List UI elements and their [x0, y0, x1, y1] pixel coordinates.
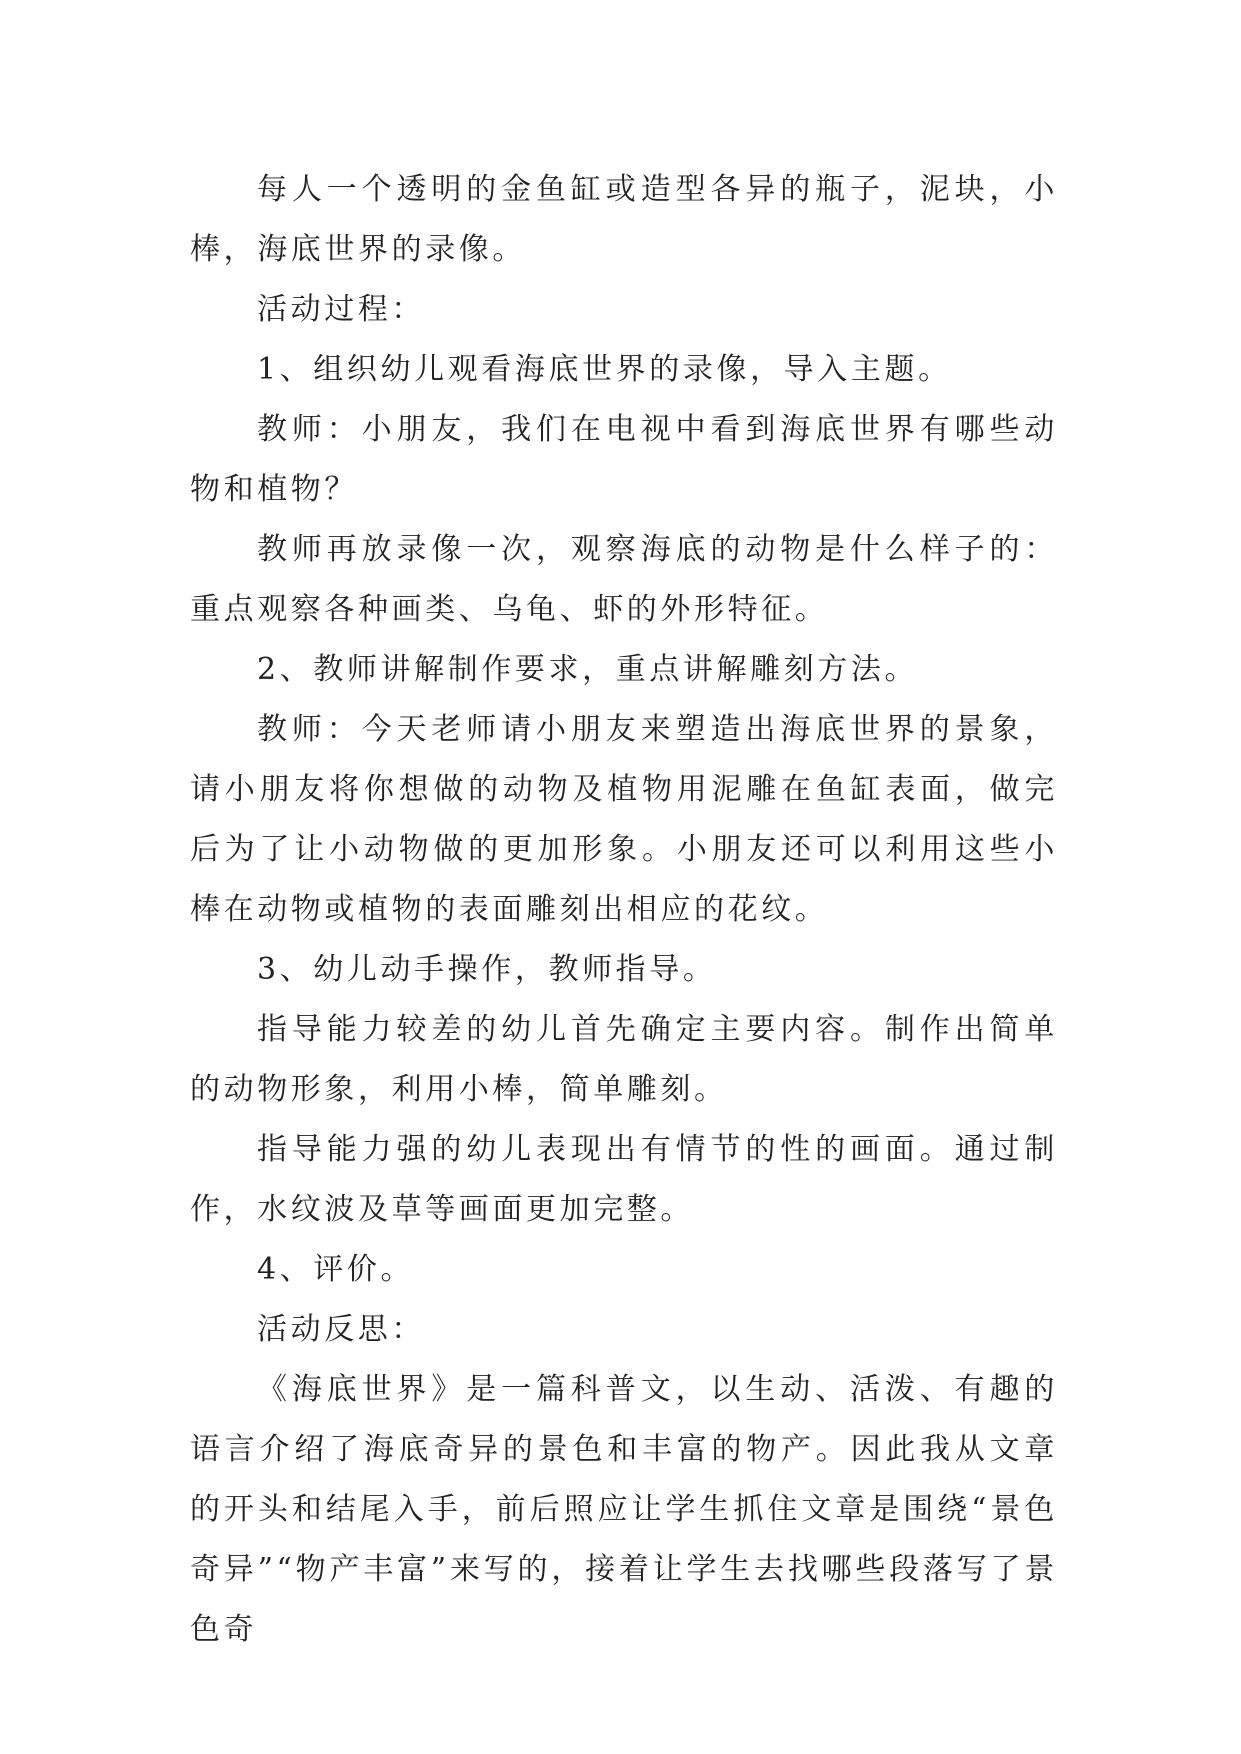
document-page	[190, 160, 1058, 1660]
heading-activity-process: 活动过程：	[257, 292, 425, 327]
paragraph-guide-strong: 指导能力强的幼儿表现出有情节的性的画面。通过制作，水纹波及草等画面更加完整。	[190, 1132, 1058, 1227]
paragraph-guide-weak: 指导能力较差的幼儿首先确定主要内容。制作出简单的动物形象，利用小棒，简单雕刻。	[190, 1012, 1058, 1107]
paragraph-step-3: 3、幼儿动手操作，教师指导。	[257, 952, 717, 987]
paragraph-materials: 每人一个透明的金鱼缸或造型各异的瓶子，泥块，小棒，海底世界的录像。	[190, 172, 1058, 267]
paragraph-step-1: 1、组织幼儿观看海底世界的录像，导入主题。	[257, 352, 952, 387]
paragraph-replay-video: 教师再放录像一次，观察海底的动物是什么样子的：重点观察各种画类、乌龟、虾的外形特征。	[190, 532, 1058, 627]
paragraph-step-2: 2、教师讲解制作要求，重点讲解雕刻方法。	[257, 652, 919, 687]
paragraph-reflection: 《海底世界》是一篇科普文，以生动、活泼、有趣的语言介绍了海底奇异的景色和丰富的物产。因此我从文章的开头和结尾入手，前后照应让学生抓住文章是围绕“景色奇异”“物产丰富”来写的，接着让学生去找哪些段落写了景色奇	[190, 1372, 1058, 1647]
heading-reflection: 活动反思：	[257, 1312, 425, 1347]
paragraph-step-4: 4、评价。	[257, 1252, 415, 1287]
paragraph-teacher-instructions: 教师：今天老师请小朋友来塑造出海底世界的景象，请小朋友将你想做的动物及植物用泥雕在鱼缸表面，做完后为了让小动物做的更加形象。小朋友还可以利用这些小棒在动物或植物的表面雕刻出相应的花纹。	[190, 712, 1058, 927]
paragraph-teacher-question: 教师：小朋友，我们在电视中看到海底世界有哪些动物和植物？	[190, 412, 1058, 507]
